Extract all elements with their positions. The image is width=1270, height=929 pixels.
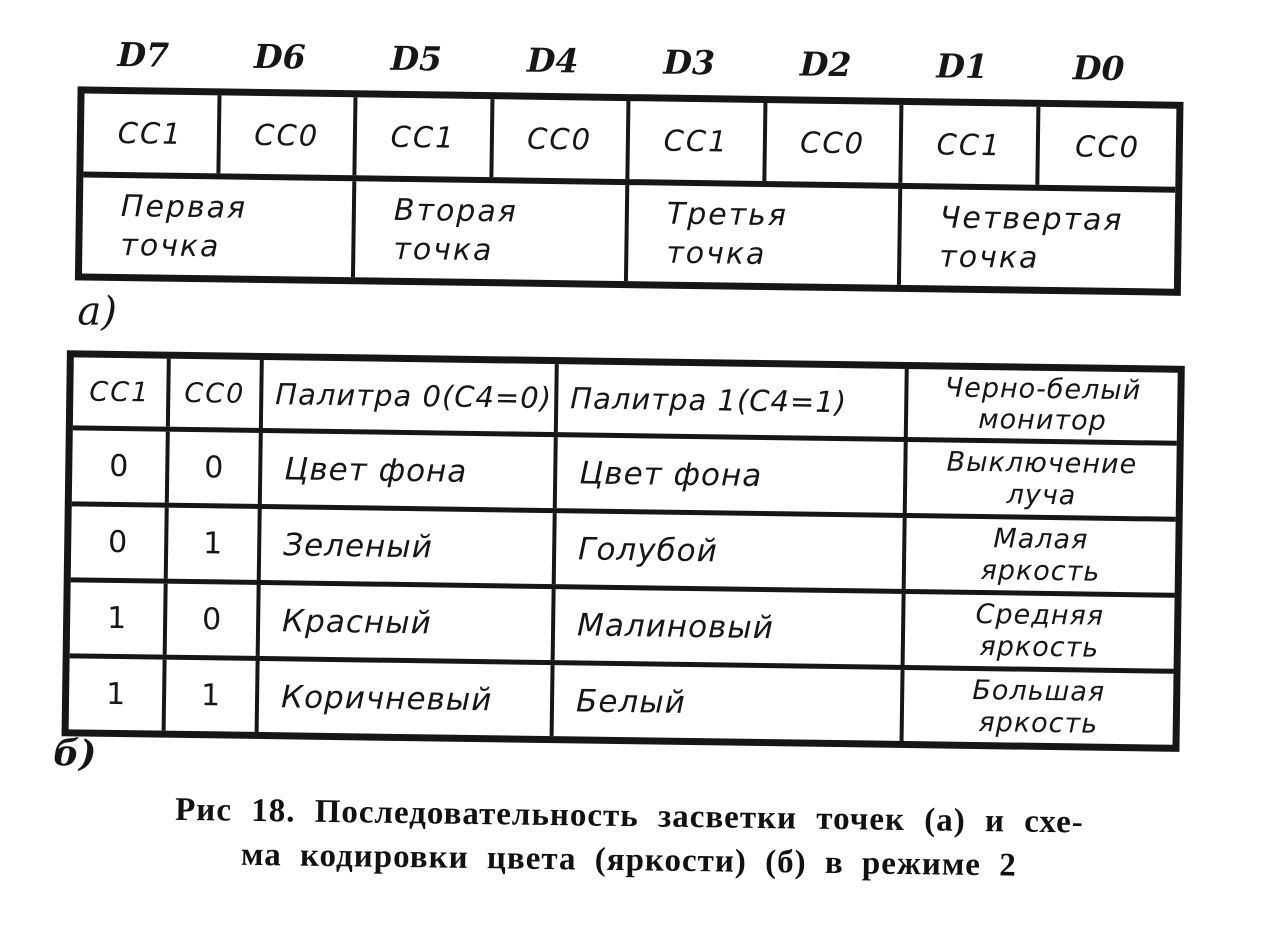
cell-palette0: Цвет фона — [262, 433, 558, 508]
cell-palette1: Белый — [554, 665, 905, 741]
cell-palette0: Зеленый — [261, 509, 557, 584]
cc-cell: CC1 — [902, 105, 1040, 185]
dot-cell-line: Третья — [666, 196, 789, 234]
cell-cc0: 1 — [168, 508, 262, 580]
cell-bw — [907, 442, 1177, 517]
dot-cell-line: Вторая — [393, 192, 519, 230]
cell-bw-line: Выключение — [946, 447, 1138, 481]
dot-cell-first — [82, 177, 356, 277]
bit-label-d2: D2 — [799, 44, 852, 85]
cell-bw — [906, 518, 1176, 593]
header-cc0: CC0 — [170, 359, 264, 428]
cell-bw-line: Малая — [993, 523, 1089, 557]
cc-cell: CC0 — [220, 95, 358, 175]
bit-label-d3: D3 — [663, 42, 716, 83]
dot-cell-third — [628, 185, 902, 285]
bit-label-d5: D5 — [390, 38, 443, 79]
table-row — [69, 658, 1174, 744]
cc-cell: CC1 — [356, 97, 494, 177]
header-bw-line: монитор — [978, 404, 1107, 437]
cell-bw — [904, 670, 1174, 745]
cell-bw-line: яркость — [978, 706, 1099, 740]
cell-bw-line: яркость — [980, 554, 1101, 588]
cell-cc0: 1 — [166, 660, 260, 732]
bit-label-d4: D4 — [526, 40, 579, 81]
cell-cc0: 0 — [169, 432, 263, 504]
cell-bw-line: луча — [1006, 478, 1077, 511]
bit-label-d1: D1 — [936, 46, 989, 87]
cell-palette1: Цвет фона — [557, 437, 908, 513]
dot-cell-second — [355, 181, 629, 281]
dot-cell-line: точка — [120, 228, 221, 265]
cell-palette0: Красный — [260, 585, 556, 660]
dot-cell-line: точка — [393, 231, 494, 269]
color-coding-table — [62, 350, 1185, 752]
dot-cell-line: точка — [666, 235, 767, 273]
cell-bw-line: Большая — [972, 675, 1106, 709]
bit-label-d6: D6 — [253, 36, 306, 77]
header-palette0: Палитра 0(C4=0) — [263, 360, 559, 432]
cc-cell: CC0 — [766, 103, 904, 183]
cell-cc1: 0 — [71, 506, 169, 578]
cc-cell: CC1 — [83, 93, 221, 173]
header-bw-monitor — [908, 369, 1178, 441]
cc-cell: CC1 — [629, 101, 767, 181]
header-cc1: CC1 — [73, 357, 171, 426]
cc-bits-row — [83, 93, 1176, 192]
cell-bw-line: яркость — [979, 630, 1100, 664]
dot-names-row — [82, 177, 1175, 288]
cell-palette1: Малиновый — [555, 589, 906, 665]
cell-cc0: 0 — [167, 584, 261, 656]
bit-label-d0: D0 — [1072, 48, 1125, 89]
header-palette1: Палитра 1(C4=1) — [558, 364, 909, 437]
figure-a-label: а) — [77, 288, 118, 335]
bit-labels-row — [75, 34, 1167, 88]
cell-cc1: 1 — [69, 658, 167, 730]
caption-line-1: Рис 18. Последовательность засветки точек (а) и схе- — [174, 791, 1085, 841]
cell-cc1: 1 — [70, 582, 168, 654]
dot-cell-fourth — [901, 189, 1175, 289]
dot-cell-line: Первая — [120, 189, 248, 226]
cell-palette1: Голубой — [556, 513, 907, 589]
bit-label-d7: D7 — [117, 34, 170, 75]
byte-structure-table — [75, 86, 1184, 295]
cell-palette0: Коричневый — [259, 661, 555, 736]
cell-bw-line: Средняя — [975, 599, 1105, 633]
figure-b-label: б) — [53, 732, 97, 775]
header-bw-line: Черно-белый — [944, 372, 1142, 407]
dot-cell-line: точка — [939, 239, 1040, 276]
figure-caption — [0, 789, 1265, 888]
caption-line-2: ма кодировки цвета (яркости) (б) в режиме 2 — [240, 836, 1017, 884]
cc-cell: CC0 — [493, 99, 631, 179]
dot-cell-line: Четвертая — [939, 200, 1124, 239]
cc-cell: CC0 — [1074, 129, 1141, 165]
cell-cc1: 0 — [72, 430, 170, 502]
cell-bw — [905, 594, 1175, 669]
